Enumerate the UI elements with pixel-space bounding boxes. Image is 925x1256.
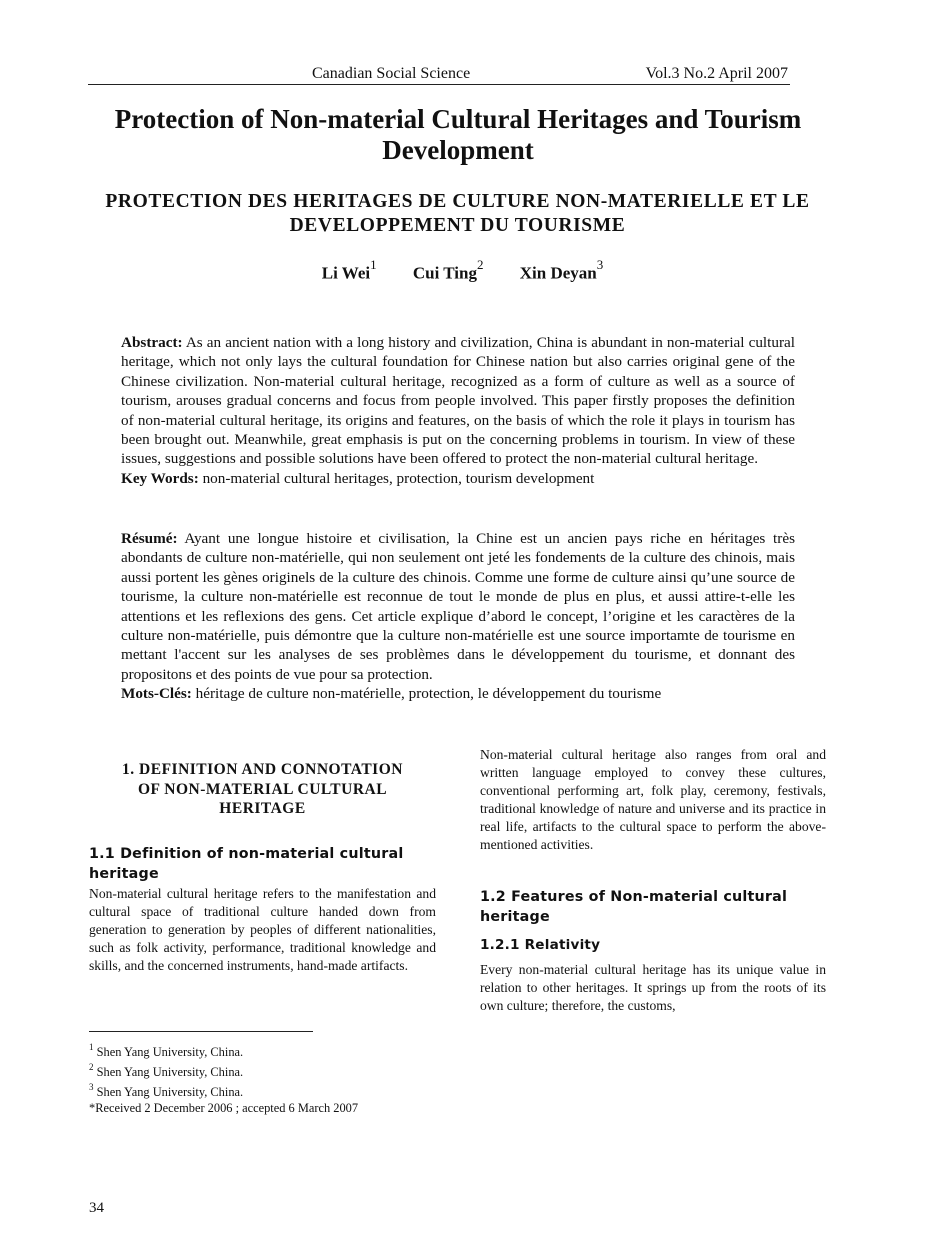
- abstract-paragraph: [121, 333, 795, 469]
- mots-cles-line: [121, 684, 795, 703]
- mots-cles-text: héritage de culture non-matérielle, protection, le développement du tourisme: [195, 685, 662, 703]
- keywords-text: non-material cultural heritages, protection, tourism development: [202, 469, 595, 487]
- author: [519, 257, 604, 284]
- abstract-text: As an ancient nation with a long history and civilization, China is abundant in non-material cultural heritage, which not only lays the cultural foundation for Chinese nation but also carries original gene of the Chinese civilization. Non-material cultural heritage, recognized as a form of culture as well as a source of tourism, arouses gradual concerns and focus from people involved. This paper firstly proposes the definition of non-material cultural heritage, its origins and features, on the basis of which the role it plays in tourism has been brought out. Meanwhile, great emphasis is put on the concerning problems in tourism. In view of these issues, suggestions and possible solutions have been offered to protect the non-material cultural heritage.: [121, 334, 795, 468]
- section-heading-line: 1. DEFINITION AND CONNOTATION: [122, 761, 403, 778]
- footnote-rule: [89, 1031, 313, 1032]
- author: [321, 257, 377, 284]
- footnote-text: Shen Yang University, China.: [96, 1045, 244, 1060]
- author-name: Xin Deyan: [519, 263, 597, 283]
- section-heading-line: HERITAGE: [219, 800, 306, 817]
- subsection-heading: 1.2 Features of Non-material cultural heritage: [480, 889, 788, 925]
- author: [412, 257, 484, 284]
- resume-label: Résumé:: [121, 530, 178, 547]
- left-column: [89, 760, 436, 975]
- title-french: PROTECTION DES HERITAGES DE CULTURE NON-MATERIELLE ET LE DEVELOPPEMENT DU TOURISME: [105, 191, 810, 236]
- subsection-heading: 1.1 Definition of non-material cultural heritage: [89, 845, 404, 882]
- footnote-text: Shen Yang University, China.: [96, 1065, 244, 1080]
- journal-name: Canadian Social Science: [312, 65, 471, 82]
- mots-cles-label: Mots-Clés:: [121, 685, 192, 703]
- footnote: [89, 1040, 489, 1060]
- header-rule: [88, 84, 790, 85]
- running-header: [88, 63, 790, 85]
- resume-block: [121, 529, 795, 704]
- keywords-label: Key Words:: [121, 469, 199, 487]
- section-heading-line: OF NON-MATERIAL CULTURAL: [137, 780, 388, 798]
- footnote-mark: 2: [89, 1062, 94, 1073]
- right-column: [480, 746, 826, 1015]
- author-list: [0, 257, 925, 284]
- keywords-line: [121, 469, 795, 488]
- footnote-text: Shen Yang University, China.: [96, 1085, 244, 1100]
- body-paragraph: Non-material cultural heritage refers to the manifestation and cultural space of traditional culture handed down from generation to generation by peoples of different nationalities, such as folk activity, performance, traditional knowledge and skills, and the concerned instruments, hand-made artifacts.: [89, 885, 436, 973]
- abstract-label: Abstract:: [121, 334, 183, 351]
- footnote-mark: 3: [89, 1082, 94, 1093]
- footnote-mark: 1: [89, 1042, 94, 1052]
- author-affiliation-mark: 1: [370, 257, 377, 272]
- section-heading: [89, 760, 436, 819]
- author-name: Li Wei: [321, 263, 371, 283]
- footnotes: [89, 1040, 489, 1116]
- abstract-block: [121, 333, 795, 488]
- subsubsection-heading: 1.2.1 Relativity: [480, 937, 601, 953]
- resume-paragraph: [121, 529, 795, 684]
- page-number: 34: [89, 1200, 104, 1216]
- author-name: Cui Ting: [412, 263, 477, 283]
- body-paragraph: Non-material cultural heritage also ranges from oral and written language employed to convey these cultures, conventional performing art, folk play, ceremony, festivals, traditional knowledge of nature and universe and its practice in real life, artifacts to the cultural space to perform the above-mentioned activities.: [480, 747, 826, 852]
- footnote: [89, 1080, 489, 1100]
- body-paragraph: Every non-material cultural heritage has its unique value in relation to other heritages. It springs up from the roots of its own culture; therefore, the customs,: [480, 962, 826, 1013]
- issue-info: Vol.3 No.2 April 2007: [645, 65, 788, 82]
- resume-text: Ayant une longue histoire et civilisation, la Chine est un ancien pays riche en héritages très abondants de culture non-matérielle, qui non seulement ont jeté les fondements de la culture des chinois, mais aussi portent les gènes originels de la culture des chinois. Comme une forme de culture ainsi qu’une source de tourisme, la culture non-matérielle est reconnue de tout le monde de plus en plus, et aussi attire-t-elle les attentions et les reflexions des gens. Cet article explique d’abord le concept, l’origine et les caractères de la culture non-matérielle, puis démontre que la culture non-matérielle est une source importamte de tourisme en mettant l'accent sur les analyses de ses problèmes dans le développement du tourisme, et donnant des propositons et des points de vue pour sa protection.: [121, 530, 795, 683]
- received-note: *Received 2 December 2006 ; accepted 6 March 2007: [89, 1101, 359, 1116]
- footnote: [89, 1060, 489, 1080]
- title-english: Protection of Non-material Cultural Heritages and Tourism Development: [114, 104, 802, 165]
- author-affiliation-mark: 2: [476, 257, 484, 272]
- author-affiliation-mark: 3: [596, 257, 604, 272]
